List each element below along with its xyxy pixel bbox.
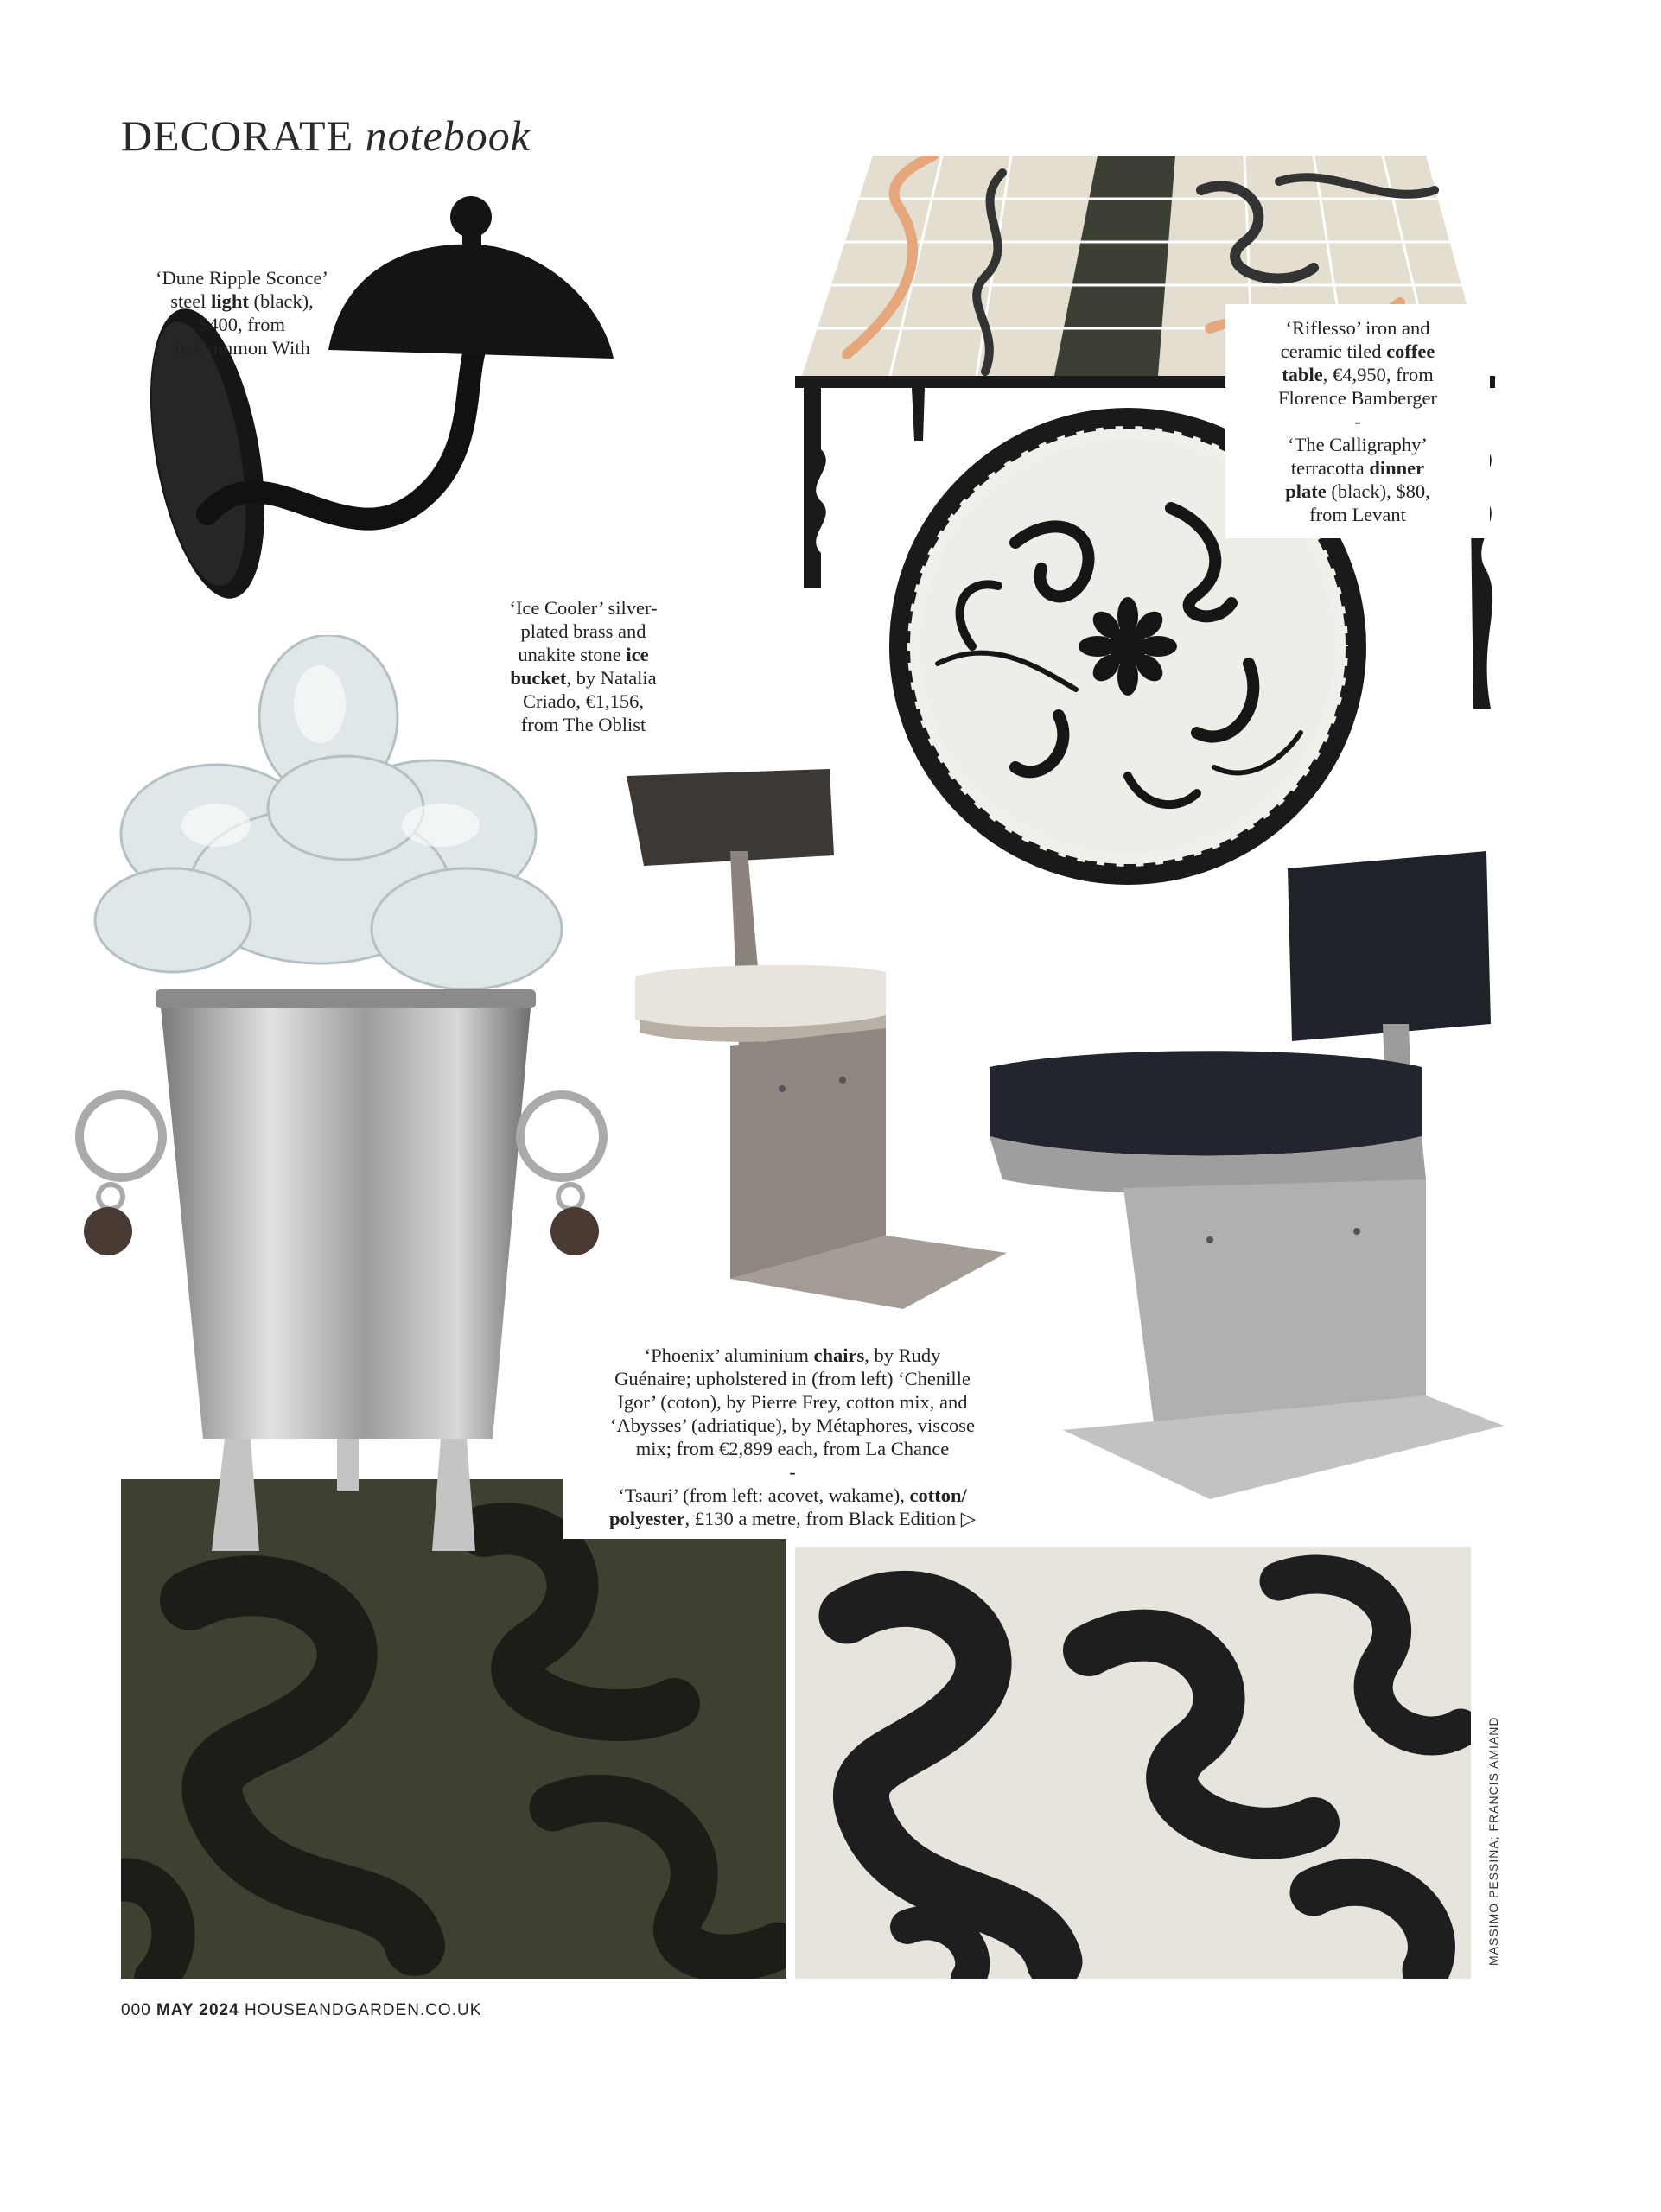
fabric-swatch-wakame: [795, 1547, 1471, 1979]
caption-sconce: ‘Dune Ripple Sconce’ steel light (black), $400, from In Common With: [156, 267, 328, 359]
page-footer: 000 MAY 2024 HOUSEANDGARDEN.CO.UK: [121, 2001, 482, 2019]
phoenix-chair-chenille: [627, 769, 1033, 1322]
phoenix-chair-abysses: [985, 851, 1504, 1508]
caption-coffee-table-plate: ‘Riflesso’ iron and ceramic tiled coffee table, €4,950, from Florence Bamberger - ‘The Calligraphy’ terracotta dinner plate (black), $80, from Levant: [1225, 304, 1490, 538]
caption-chairs-fabric: ‘Phoenix’ aluminium chairs, by Rudy Guénaire; upholstered in (from left) ‘Chenille Igor’ (coton), by Pierre Frey, cotton mix, and ‘Abysses’ (adriatique), by Métaphores, viscose mix; from €2,899 each, from La Chance - ‘Tsauri’ (from left: acovet, wakame), cotton/ polyester, £130 a metre, from Black Edition ▷: [563, 1335, 1021, 1539]
caption-ice-bucket: ‘Ice Cooler’ silver- plated brass and unakite stone ice bucket, by Natalia Criado, €1,156, from The Oblist: [509, 597, 658, 735]
ice-cooler-bucket: [60, 635, 614, 1568]
photo-credit: MASSIMO PESSINA; FRANCIS AMIAND: [1486, 1716, 1500, 1966]
section-heading: DECORATE notebook: [121, 111, 531, 160]
